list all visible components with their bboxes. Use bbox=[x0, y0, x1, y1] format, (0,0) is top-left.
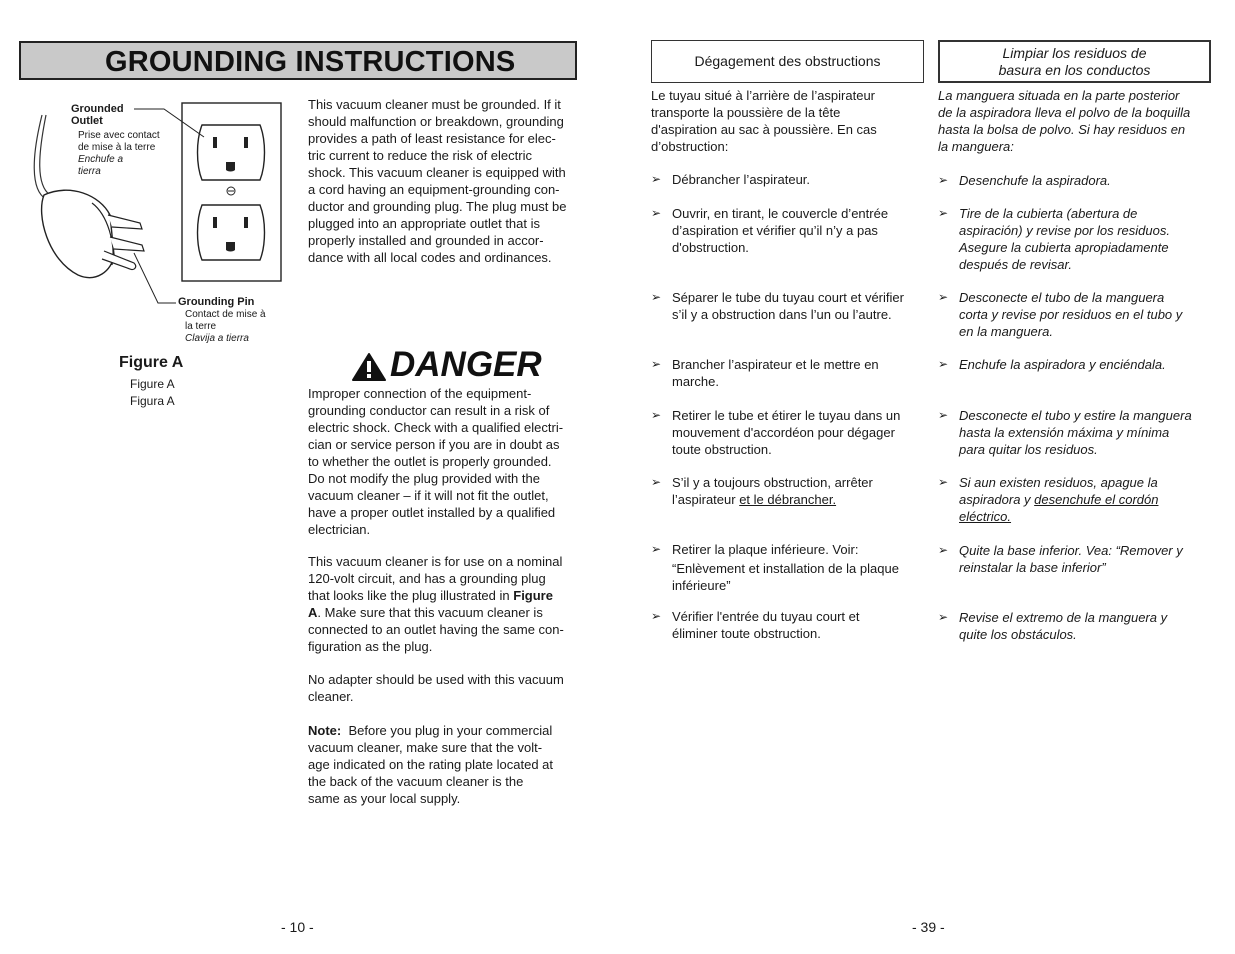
step-text bbox=[959, 172, 1111, 189]
text-line: hasta la bolsa de polvo. Si hay residuos en bbox=[938, 122, 1186, 137]
text-line: quite los obstáculos. bbox=[959, 627, 1077, 642]
text-line: Desconecte el tubo de la manguera bbox=[959, 290, 1165, 305]
text-line: d’aspiration et vérifier qu’il n’y a pas bbox=[672, 223, 878, 238]
text-line: toute obstruction. bbox=[672, 442, 772, 457]
arrow-bullet-icon: ➢ bbox=[938, 357, 949, 371]
step-text bbox=[672, 541, 937, 594]
text-line: should malfunction or breakdown, grounding bbox=[308, 114, 564, 129]
text-line: electrician. bbox=[308, 522, 371, 537]
danger-heading: DANGER bbox=[390, 345, 542, 384]
text-line: La manguera situada en la parte posterior bbox=[938, 88, 1180, 103]
text-line: corta y revise por residuos en el tubo y bbox=[959, 307, 1183, 322]
pin-label-fr: Contact de mise à la terre bbox=[185, 309, 266, 332]
figure-caption-fr: Figure A bbox=[130, 377, 175, 391]
warning-triangle-icon bbox=[351, 352, 387, 382]
danger-paragraph bbox=[308, 385, 583, 538]
text-line: hasta la extensión máxima y mínima bbox=[959, 425, 1170, 440]
text-fragment: aspiradora y bbox=[959, 492, 1035, 507]
figure-a-illustration bbox=[30, 95, 290, 320]
circuit-paragraph bbox=[308, 553, 583, 655]
step-text bbox=[959, 407, 1234, 458]
step-text bbox=[672, 474, 932, 508]
text-line: Ouvrir, en tirant, le couvercle d’entrée bbox=[672, 206, 889, 221]
underlined-text: eléctrico. bbox=[959, 509, 1012, 524]
arrow-bullet-icon: ➢ bbox=[651, 290, 662, 304]
text-line: Tire de la cubierta (abertura de bbox=[959, 206, 1138, 221]
text-line: ductor and grounding plug. The plug must be bbox=[308, 199, 567, 214]
text-line: después de revisar. bbox=[959, 257, 1072, 272]
text-line: Revise el extremo de la manguera y bbox=[959, 610, 1168, 625]
text-line: tric current to reduce the risk of electric bbox=[308, 148, 532, 163]
page-title: GROUNDING INSTRUCTIONS bbox=[105, 46, 516, 78]
text-line: inférieure” bbox=[672, 578, 731, 593]
text-line: Débrancher l’aspirateur. bbox=[672, 172, 811, 187]
text-line: “Enlèvement et installation de la plaque bbox=[672, 561, 899, 576]
grounding-intro-paragraph bbox=[308, 96, 583, 266]
underlined-text: desenchufe el cordón bbox=[1034, 492, 1159, 507]
spanish-section-header bbox=[938, 40, 1211, 83]
text-line: Retirer le tube et étirer le tuyau dans un bbox=[672, 408, 901, 423]
text-line: This vacuum cleaner is for use on a nominal bbox=[308, 554, 563, 569]
text-fragment: l’aspirateur bbox=[672, 492, 740, 507]
note-paragraph bbox=[308, 722, 583, 807]
text-line: dance with all local codes and ordinances. bbox=[308, 250, 552, 265]
text-line: de la aspiradora lleva el polvo de la boquilla bbox=[938, 105, 1191, 120]
arrow-bullet-icon: ➢ bbox=[938, 206, 949, 220]
text-line: S’il y a toujours obstruction, arrêter bbox=[672, 475, 873, 490]
text-line: This vacuum cleaner must be grounded. If it bbox=[308, 97, 561, 112]
text-fragment: Before you plug in your commercial bbox=[348, 723, 553, 738]
text-line: grounding conductor can result in a risk of bbox=[308, 403, 550, 418]
title-box bbox=[19, 41, 577, 80]
arrow-bullet-icon: ➢ bbox=[938, 290, 949, 304]
grounding-pin-label bbox=[178, 296, 254, 308]
text-line: 120-volt circuit, and has a grounding plug bbox=[308, 571, 546, 586]
note-label: Note: bbox=[308, 723, 342, 738]
figure-reference-letter: A bbox=[308, 605, 318, 620]
figure-reference: Figure bbox=[513, 588, 553, 603]
step-text bbox=[672, 205, 932, 256]
step-text bbox=[672, 608, 932, 642]
text-line: mouvement d'accordéon pour dégager bbox=[672, 425, 895, 440]
french-intro bbox=[651, 87, 931, 155]
text-line: Desconecte el tubo y estire la manguera bbox=[959, 408, 1192, 423]
text-line: Retirer la plaque inférieure. Voir: bbox=[672, 542, 859, 557]
text-line: vacuum cleaner, make sure that the volt- bbox=[308, 740, 543, 755]
text-line: Vérifier l'entrée du tuyau court et bbox=[672, 609, 860, 624]
arrow-bullet-icon: ➢ bbox=[651, 172, 662, 186]
text-fragment: . Make sure that this vacuum cleaner is bbox=[317, 605, 543, 620]
text-line: Improper connection of the equipment- bbox=[308, 386, 532, 401]
text-line: Si aun existen residuos, apague la bbox=[959, 475, 1158, 490]
text-line: aspiración) y revise por los residuos. bbox=[959, 223, 1170, 238]
step-text bbox=[959, 542, 1229, 576]
french-header-text: Dégagement des obstructions bbox=[694, 53, 881, 69]
text-line bbox=[672, 491, 932, 508]
arrow-bullet-icon: ➢ bbox=[651, 357, 662, 371]
text-line: Séparer le tube du tuyau court et vérifier bbox=[672, 290, 904, 305]
text-line: éliminer toute obstruction. bbox=[672, 626, 821, 641]
adapter-paragraph bbox=[308, 671, 583, 705]
plug-icon bbox=[42, 190, 114, 277]
text-line: to whether the outlet is properly grounded. bbox=[308, 454, 552, 469]
step-text bbox=[959, 289, 1229, 340]
text-line: Brancher l’aspirateur et le mettre en bbox=[672, 357, 879, 372]
text-line: Le tuyau situé à l’arrière de l’aspirateur bbox=[651, 88, 876, 103]
arrow-bullet-icon: ➢ bbox=[651, 609, 662, 623]
text-line: reinstalar la base inferior” bbox=[959, 560, 1106, 575]
text-line: cian or service person if you are in doubt as bbox=[308, 437, 560, 452]
spanish-header-line: basura en los conductos bbox=[998, 62, 1151, 78]
arrow-bullet-icon: ➢ bbox=[938, 475, 949, 489]
outlet-label-en: Grounded Outlet bbox=[71, 103, 124, 127]
figure-caption-es: Figura A bbox=[130, 394, 175, 408]
text-line: No adapter should be used with this vacuum bbox=[308, 672, 564, 687]
page-number-right: - 39 - bbox=[912, 919, 945, 935]
text-line: shock. This vacuum cleaner is equipped with bbox=[308, 165, 566, 180]
text-line: s’il y a obstruction dans l’un ou l’autre. bbox=[672, 307, 892, 322]
step-text bbox=[672, 171, 810, 188]
pin-label-en: Grounding Pin bbox=[178, 296, 255, 308]
text-line: d'aspiration au sac à poussière. En cas bbox=[651, 122, 877, 137]
text-line bbox=[308, 604, 583, 621]
step-text bbox=[672, 407, 937, 458]
outlet-label-fr: Prise avec contact de mise à la terre bbox=[78, 130, 160, 153]
text-line: vacuum cleaner – if it will not fit the outlet, bbox=[308, 488, 549, 503]
text-line: have a proper outlet installed by a qualified bbox=[308, 505, 556, 520]
text-line bbox=[959, 491, 1229, 508]
underlined-text: et le débrancher. bbox=[739, 492, 837, 507]
text-line: d'obstruction. bbox=[672, 240, 749, 255]
step-text bbox=[959, 205, 1229, 273]
text-line: plugged into an appropriate outlet that is bbox=[308, 216, 541, 231]
outlet-label-es: Enchufe a tierra bbox=[78, 154, 124, 177]
text-fragment: that looks like the plug illustrated in bbox=[308, 588, 510, 603]
text-line: same as your local supply. bbox=[308, 791, 461, 806]
text-line: Enchufe la aspiradora y enciéndala. bbox=[959, 357, 1166, 372]
text-line: a cord having an equipment-grounding con- bbox=[308, 182, 560, 197]
step-text bbox=[959, 474, 1229, 525]
text-line: Asegure la cubierta apropiadamente bbox=[959, 240, 1169, 255]
step-text bbox=[959, 609, 1229, 643]
step-text bbox=[672, 289, 937, 323]
pin-label-es: Clavija a tierra bbox=[185, 333, 249, 344]
text-line: properly installed and grounded in accor- bbox=[308, 233, 544, 248]
text-line: figuration as the plug. bbox=[308, 639, 433, 654]
text-line: connected to an outlet having the same con- bbox=[308, 622, 564, 637]
arrow-bullet-icon: ➢ bbox=[651, 475, 662, 489]
text-line: the back of the vacuum cleaner is the bbox=[308, 774, 524, 789]
arrow-bullet-icon: ➢ bbox=[938, 610, 949, 624]
arrow-bullet-icon: ➢ bbox=[651, 408, 662, 422]
text-line: Do not modify the plug provided with the bbox=[308, 471, 540, 486]
text-line bbox=[959, 508, 1229, 525]
text-line: cleaner. bbox=[308, 689, 354, 704]
text-line: en la manguera. bbox=[959, 324, 1053, 339]
arrow-bullet-icon: ➢ bbox=[938, 543, 949, 557]
text-line: d’obstruction: bbox=[651, 139, 729, 154]
spanish-header-line: Limpiar los residuos de bbox=[1002, 45, 1147, 61]
text-line: transporte la poussière de la tête bbox=[651, 105, 841, 120]
arrow-bullet-icon: ➢ bbox=[651, 542, 662, 556]
text-line bbox=[308, 722, 583, 739]
text-line: la manguera: bbox=[938, 139, 1014, 154]
text-line: provides a path of least resistance for elec- bbox=[308, 131, 556, 146]
step-text bbox=[672, 356, 932, 390]
text-line: para quitar los residuos. bbox=[959, 442, 1098, 457]
text-line: marche. bbox=[672, 374, 719, 389]
arrow-bullet-icon: ➢ bbox=[651, 206, 662, 220]
page-number-left: - 10 - bbox=[281, 919, 314, 935]
french-section-header bbox=[651, 40, 924, 83]
text-line: age indicated on the rating plate located at bbox=[308, 757, 554, 772]
text-line: Quite la base inferior. Vea: “Remover y bbox=[959, 543, 1183, 558]
step-text bbox=[959, 356, 1229, 373]
text-line: Desenchufe la aspiradora. bbox=[959, 173, 1111, 188]
arrow-bullet-icon: ➢ bbox=[938, 408, 949, 422]
arrow-bullet-icon: ➢ bbox=[938, 173, 949, 187]
text-line: electric shock. Check with a qualified electri- bbox=[308, 420, 564, 435]
text-line bbox=[308, 587, 583, 604]
grounded-outlet-label bbox=[71, 103, 137, 127]
spanish-intro bbox=[938, 87, 1228, 155]
figure-caption-en: Figure A bbox=[119, 354, 184, 371]
